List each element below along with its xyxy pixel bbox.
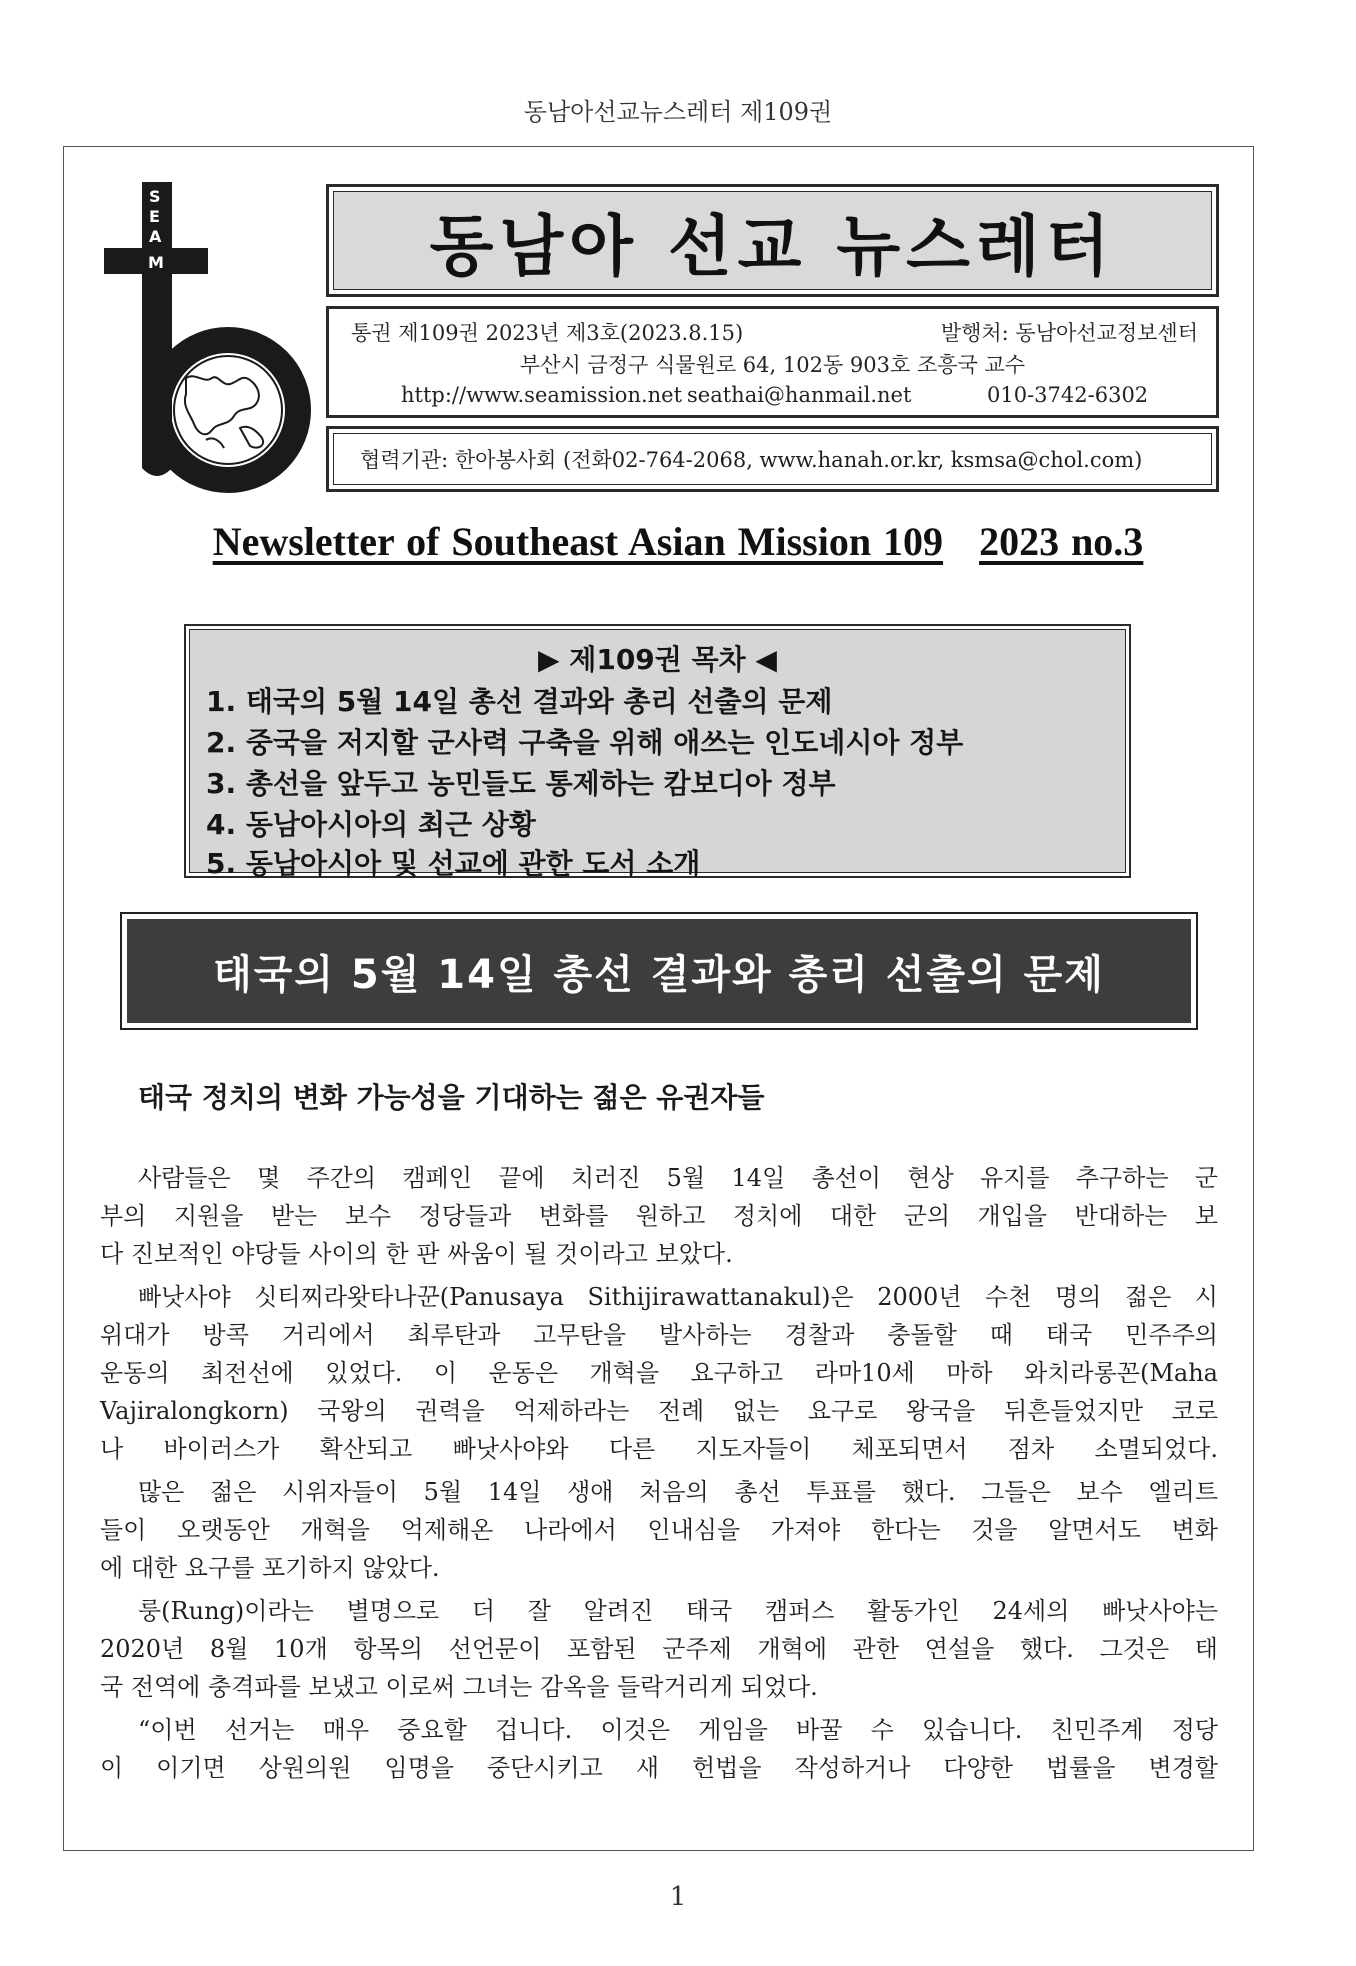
body-line: 사람들은 몇 주간의 캠페인 끝에 치러진 5월 14일 총선이 현상 유지를 추구하는 군	[138, 1164, 1218, 1192]
table-of-contents	[184, 624, 1131, 878]
cooperation-box	[326, 426, 1219, 492]
page-number: 1	[669, 1882, 687, 1912]
svg-text:E: E	[149, 207, 160, 226]
body-line: 룽(Rung)이라는 별명으로 더 잘 알려진 태국 캠퍼스 활동가인 24세의 빠낫사야는	[138, 1597, 1218, 1625]
svg-text:M: M	[148, 253, 164, 272]
body-line: 부의 지원을 받는 보수 정당들과 변화를 원하고 정치에 대한 군의 개입을 반대하는 보	[100, 1202, 1218, 1230]
phone-number: 010-3742-6302	[987, 383, 1149, 407]
body-line: 2020년 8월 10개 항목의 선언문이 포함된 군주제 개혁에 관한 연설을 했다. 그것은 태	[100, 1635, 1218, 1663]
cooperation-text: 협력기관: 한아봉사회 (전화02-764-2068, www.hanah.or.kr, ksmsa@chol.com)	[333, 433, 1212, 485]
body-line: 빠낫사야 싯티찌라왓타나꾼(Panusaya Sithijirawattanakul)은 2000년 수천 명의 젊은 시	[138, 1283, 1218, 1311]
toc-item[interactable]: 4. 동남아시아의 최근 상황	[206, 808, 536, 841]
body-line: 운동의 최전선에 있었다. 이 운동은 개혁을 요구하고 라마10세 마하 와치라롱꼰(Maha	[100, 1359, 1218, 1387]
toc-item[interactable]: 5. 동남아시아 및 선교에 관한 도서 소개	[206, 847, 701, 880]
body-line: Vajiralongkorn) 국왕의 권력을 억제하라는 전례 없는 요구로 왕국을 뒤흔들었지만 코로	[100, 1397, 1218, 1425]
address-info: 부산시 금정구 식물원로 64, 102동 903호 조흥국 교수	[519, 353, 1026, 377]
website-link[interactable]: http://www.seamission.net	[401, 383, 683, 407]
running-header: 동남아선교뉴스레터 제109권	[523, 98, 833, 126]
body-line: 국 전역에 충격파를 보냈고 이로써 그녀는 감옥을 들락거리게 되었다.	[100, 1673, 818, 1701]
masthead-title: 동남아 선교 뉴스레터	[429, 208, 1116, 285]
article-title: 태국의 5월 14일 총선 결과와 총리 선출의 문제	[213, 951, 1105, 998]
toc-item[interactable]: 1. 태국의 5월 14일 총선 결과와 총리 선출의 문제	[206, 685, 833, 718]
english-title-right: 2023 no.3	[979, 519, 1144, 564]
body-line: 에 대한 요구를 포기하지 않았다.	[100, 1554, 440, 1582]
svg-text:S: S	[149, 187, 161, 206]
body-line: “이번 선거는 매우 중요할 겁니다. 이것은 게임을 바꿀 수 있습니다. 친민주계 정당	[138, 1716, 1218, 1744]
masthead-title-box	[326, 184, 1219, 297]
english-title	[0, 518, 1356, 565]
body-line: 들이 오랫동안 개혁을 억제해온 나라에서 인내심을 가져야 한다는 것을 알면서도 변화	[100, 1516, 1218, 1544]
publisher-info: 발행처: 동남아선교정보센터	[940, 321, 1198, 345]
svg-text:A: A	[149, 227, 162, 246]
masthead-info-box	[326, 306, 1219, 418]
body-line: 많은 젊은 시위자들이 5월 14일 생애 처음의 총선 투표를 했다. 그들은 보수 엘리트	[138, 1478, 1218, 1506]
email-link[interactable]: seathai@hanmail.net	[687, 383, 912, 407]
article-subheading: 태국 정치의 변화 가능성을 기대하는 젊은 유권자들	[138, 1081, 765, 1114]
article-title-banner	[120, 912, 1198, 1030]
toc-heading: ▶ 제109권 목차 ◀	[538, 643, 777, 676]
body-line: 다 진보적인 야당들 사이의 한 판 싸움이 될 것이라고 보았다.	[100, 1240, 733, 1268]
toc-item[interactable]: 3. 총선을 앞두고 농민들도 통제하는 캄보디아 정부	[206, 767, 836, 800]
body-line: 이 이기면 상원의원 임명을 중단시키고 새 헌법을 작성하거나 다양한 법률을 변경할	[100, 1754, 1218, 1782]
seam-logo-icon	[100, 178, 316, 496]
body-line: 위대가 방콕 거리에서 최루탄과 고무탄을 발사하는 경찰과 충돌할 때 태국 민주주의	[100, 1321, 1218, 1349]
english-title-left: Newsletter of Southeast Asian Mission 109	[212, 519, 944, 564]
body-line: 나 바이러스가 확산되고 빠낫사야와 다른 지도자들이 체포되면서 점차 소멸되었다.	[100, 1435, 1218, 1463]
toc-item[interactable]: 2. 중국을 저지할 군사력 구축을 위해 애쓰는 인도네시아 정부	[206, 726, 964, 759]
issue-info: 통권 제109권 2023년 제3호(2023.8.15)	[351, 321, 744, 345]
